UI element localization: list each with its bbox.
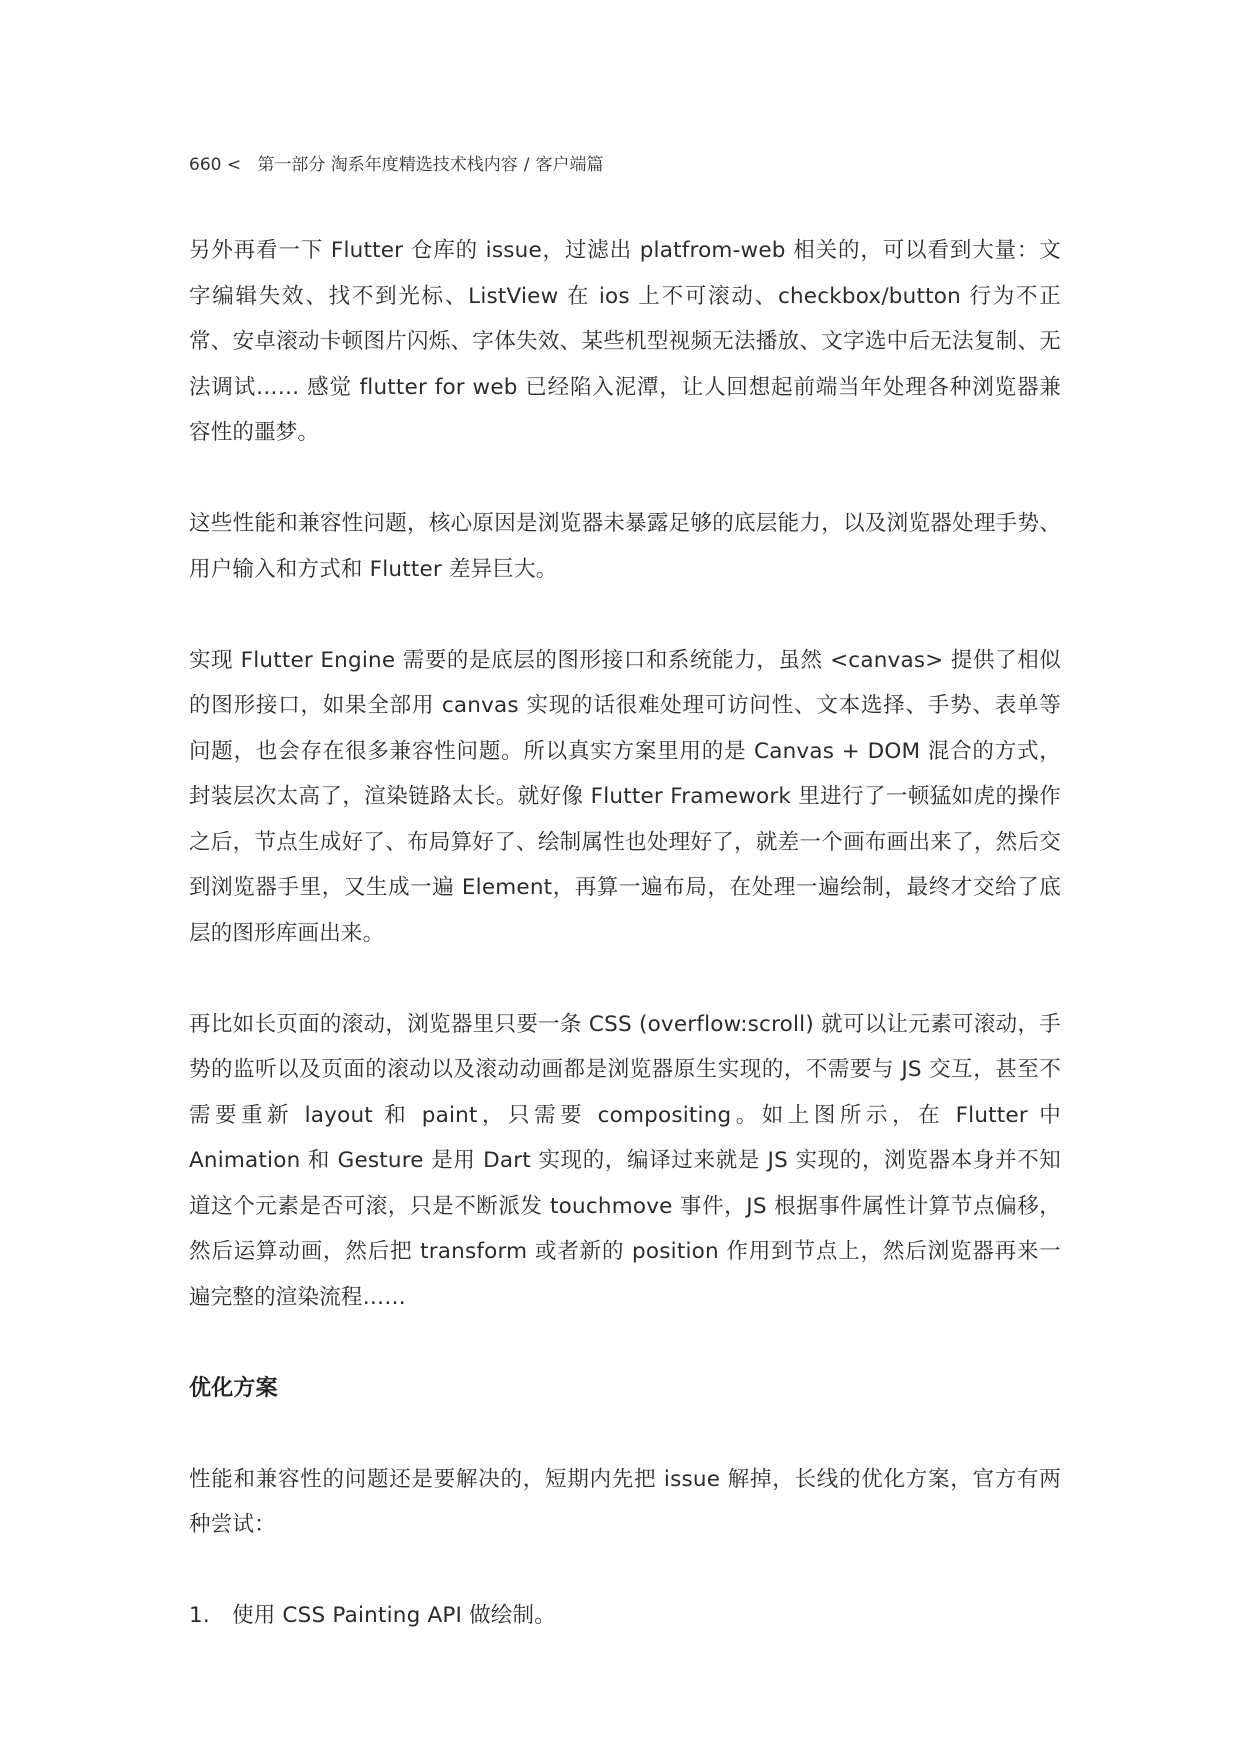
list-item xyxy=(189,1593,1061,1639)
paragraph-scrolling: 再比如长页面的滚动，浏览器里只要一条 CSS (overflow:scroll) 就可以让元素可滚动，手势的监听以及页面的滚动以及滚动动画都是浏览器原生实现的，不需要与 JS 交互，甚至不需要重新 layout 和 paint，只需要 compositing。如上图所示，在 Flutter 中 Animation 和 Gesture 是用 Dart 实现的，编译过来就是 JS 实现的，浏览器本身并不知道这个元素是否可滚，只是不断派发 touchmove 事件，JS 根据事件属性计算节点偏移，然后运算动画，然后把 transform 或者新的 position 作用到节点上，然后浏览器再来一遍完整的渲染流程…… xyxy=(189,1011,1061,1310)
header-part: 第一部分 xyxy=(257,155,326,175)
paragraph-section-intro: 性能和兼容性的问题还是要解决的，短期内先把 issue 解掉，长线的优化方案，官方有两种尝试： xyxy=(189,1466,1061,1537)
header-slash: / xyxy=(523,155,530,175)
numbered-list xyxy=(189,1593,1061,1639)
chevron-left-icon: < xyxy=(226,155,242,175)
running-header xyxy=(189,150,603,175)
header-section: 客户端篇 xyxy=(535,155,604,175)
page-number: 660 xyxy=(189,155,222,175)
paragraph-root-cause: 这些性能和兼容性问题，核心原因是浏览器未暴露足够的底层能力，以及浏览器处理手势、用户输入和方式和 Flutter 差异巨大。 xyxy=(189,511,1061,582)
section-heading: 优化方案 xyxy=(189,1375,278,1401)
list-item-number: 1. xyxy=(189,1603,210,1628)
page-body xyxy=(189,228,1061,1639)
paragraph-issues: 另外再看一下 Flutter 仓库的 issue，过滤出 platfrom-web 相关的，可以看到大量：文字编辑失效、找不到光标、ListView 在 ios 上不可滚动、checkbox/button 行为不正常、安卓滚动卡顿图片闪烁、字体失效、某些机型视频无法播放、文字选中后无法复制、无法调试…… 感觉 flutter for web 已经陷入泥潭，让人回想起前端当年处理各种浏览器兼容性的噩梦。 xyxy=(189,238,1061,445)
list-item-text: 使用 CSS Painting API 做绘制。 xyxy=(232,1603,556,1628)
header-book-title: 淘系年度精选技术栈内容 xyxy=(330,155,518,175)
paragraph-engine: 实现 Flutter Engine 需要的是底层的图形接口和系统能力，虽然 <canvas> 提供了相似的图形接口，如果全部用 canvas 实现的话很难处理可访问性、文本选择、手势、表单等问题，也会存在很多兼容性问题。所以真实方案里用的是 Canvas + DOM 混合的方式，封装层次太高了，渲染链路太长。就好像 Flutter Framework 里进行了一顿猛如虎的操作之后，节点生成好了、布局算好了、绘制属性也处理好了，就差一个画布画出来了，然后交到浏览器手里，又生成一遍 Element，再算一遍布局，在处理一遍绘制，最终才交给了底层的图形库画出来。 xyxy=(189,647,1061,946)
